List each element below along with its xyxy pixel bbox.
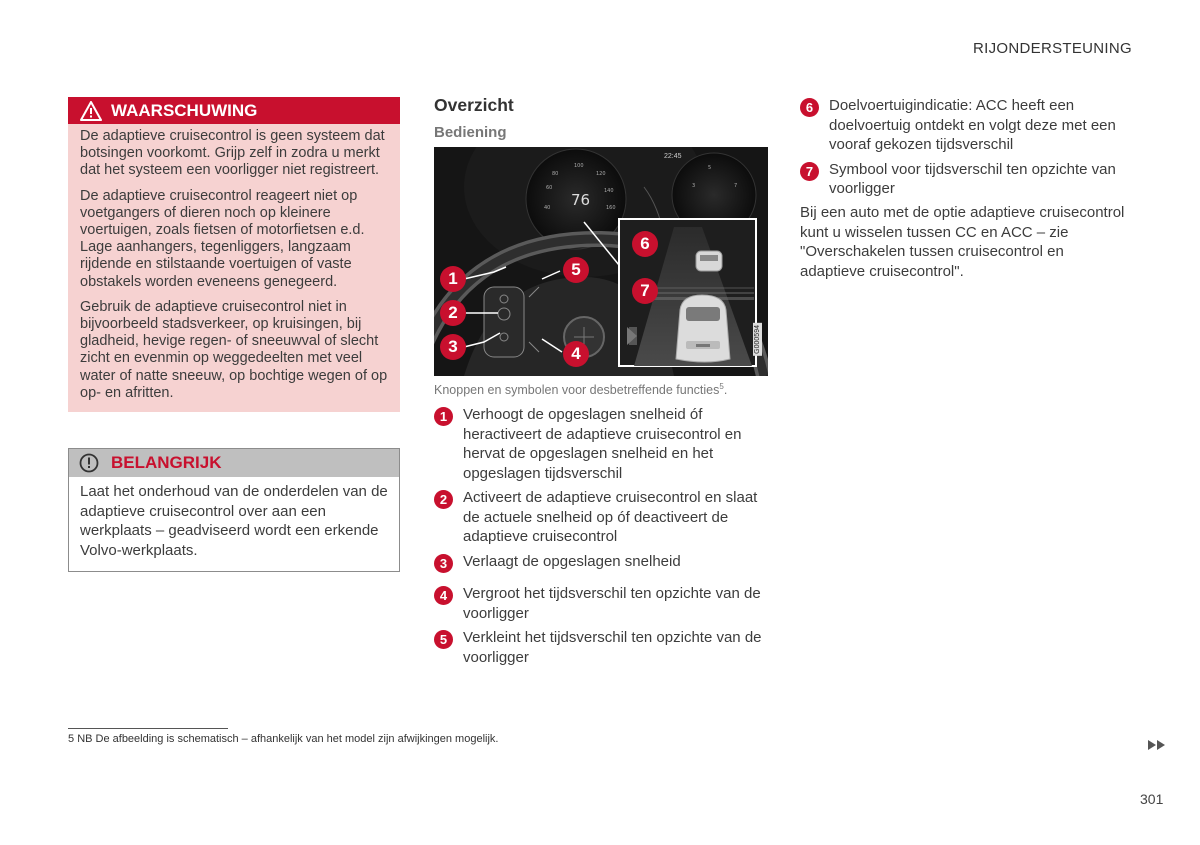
svg-text:140: 140 xyxy=(604,188,614,194)
figure-badge-6: 6 xyxy=(632,231,658,257)
figure-badge-7: 7 xyxy=(632,278,658,304)
item-text: Verkleint het tijdsverschil ten opzichte van de voorligger xyxy=(463,629,762,666)
overview-heading: Overzicht xyxy=(434,95,514,115)
item-text: Vergroot het tijdsverschil ten opzichte van de voorligger xyxy=(463,585,761,622)
warning-body xyxy=(68,124,400,412)
warning-title: WAARSCHUWING xyxy=(111,100,258,120)
dashboard-illustration xyxy=(434,147,768,376)
footnote-text: NB De afbeelding is schematisch – afhankelijk van het model zijn afwijkingen mogelijk. xyxy=(77,733,499,745)
list-item xyxy=(800,160,1132,199)
list-item xyxy=(434,405,770,483)
list-item xyxy=(434,628,770,667)
list-item xyxy=(434,488,770,547)
svg-text:40: 40 xyxy=(544,205,551,211)
item-number: 5 xyxy=(434,630,453,649)
figure-caption: Knoppen en symbolen voor desbetreffende functies$^5$. xyxy=(434,382,728,398)
cc-acc-paragraph: Bij een auto met de optie adaptieve cruisecontrol kunt u wisselen tussen CC en ACC – zie "Overschakelen tussen cruisecontrol en adaptieve cruisecontrol". xyxy=(800,204,1125,280)
svg-text:5: 5 xyxy=(708,165,712,171)
warning-header xyxy=(68,97,400,124)
figure-badge-3: 3 xyxy=(440,334,466,360)
important-text: Laat het onderhoud van de onderdelen van de adaptieve cruisecontrol over aan een werkplaats – geadviseerd wordt een erkende Volvo-werkplaats. xyxy=(80,483,388,559)
warning-box xyxy=(68,97,400,412)
svg-text:120: 120 xyxy=(596,171,606,177)
footnote xyxy=(68,733,498,745)
caption-footnote-ref: 5 xyxy=(719,382,724,391)
symbols-list xyxy=(800,96,1132,204)
operation-subheading: Bediening xyxy=(434,124,507,141)
figure-badge-2: 2 xyxy=(440,300,466,326)
list-item xyxy=(434,584,770,623)
list-item xyxy=(800,96,1132,155)
important-title: BELANGRIJK xyxy=(111,453,222,472)
item-number: 4 xyxy=(434,586,453,605)
item-number: 7 xyxy=(800,162,819,181)
figure-code: G000594 xyxy=(754,325,761,354)
item-number: 6 xyxy=(800,98,819,117)
page-number: 301 xyxy=(1140,791,1164,807)
svg-text:160: 160 xyxy=(606,205,616,211)
svg-text:100: 100 xyxy=(574,163,584,169)
item-text: Verlaagt de opgeslagen snelheid xyxy=(463,552,681,570)
figure-badge-4: 4 xyxy=(563,341,589,367)
caption-text: Knoppen en symbolen voor desbetreffende functies xyxy=(434,383,720,398)
item-number: 2 xyxy=(434,490,453,509)
list-item xyxy=(434,552,770,572)
section-header: RIJONDERSTEUNING xyxy=(973,40,1132,57)
figure-speed: 76 xyxy=(571,191,591,209)
warning-triangle-icon xyxy=(80,101,102,121)
svg-text:7: 7 xyxy=(734,183,738,189)
controls-list xyxy=(434,405,770,672)
footnote-divider xyxy=(68,728,228,729)
next-page-arrows-icon[interactable] xyxy=(1148,737,1166,747)
figure-badge-1: 1 xyxy=(440,266,466,292)
item-text: Activeert de adaptieve cruisecontrol en slaat de actuele snelheid op óf deactiveert de adaptieve cruisecontrol xyxy=(463,489,758,545)
important-header xyxy=(69,449,399,477)
dashboard-figure xyxy=(434,147,768,376)
item-text: Verhoogt de opgeslagen snelheid óf heractiveert de adaptieve cruisecontrol en hervat de opgeslagen snelheid en het opgeslagen tijdsverschil xyxy=(463,406,742,482)
item-number: 3 xyxy=(434,554,453,573)
item-text: Symbool voor tijdsverschil ten opzichte van voorligger xyxy=(829,160,1116,197)
item-number: 1 xyxy=(434,407,453,426)
figure-clock: 22:45 xyxy=(664,153,682,160)
svg-text:3: 3 xyxy=(692,183,696,189)
exclamation-circle-icon xyxy=(79,453,99,473)
warning-paragraph: De adaptieve cruisecontrol is geen systeem dat botsingen voorkomt. Grijp zelf in zodra u merkt dat het systeem een voorligger niet registreert. xyxy=(80,128,385,179)
important-box xyxy=(68,448,400,572)
svg-text:60: 60 xyxy=(546,185,553,191)
warning-paragraph: De adaptieve cruisecontrol reageert niet op voetgangers of dieren noch op kleinere voertuigen, zoals fietsen of motorfietsen e.d. Lage aanhangers, tegenliggers, langzaam rijdende en stilstaande voertuigen of vaste obstakels worden eveneens genegeerd. xyxy=(80,187,365,290)
item-text: Doelvoertuigindicatie: ACC heeft een doelvoertuig ontdekt en volgt deze met een vooraf gekozen tijdsverschil xyxy=(829,97,1116,153)
figure-badge-5: 5 xyxy=(563,257,589,283)
svg-text:80: 80 xyxy=(552,171,559,177)
warning-paragraph: Gebruik de adaptieve cruisecontrol niet in bijvoorbeeld stadsverkeer, op kruisingen, bij gladheid, hevige regen- of sneeuwval of slecht zicht en evenmin op weggedeelten met veel water of natte sneeuw, op bochtige wegen of op op- en afritten. xyxy=(80,298,388,401)
footnote-number: 5 xyxy=(68,733,75,745)
